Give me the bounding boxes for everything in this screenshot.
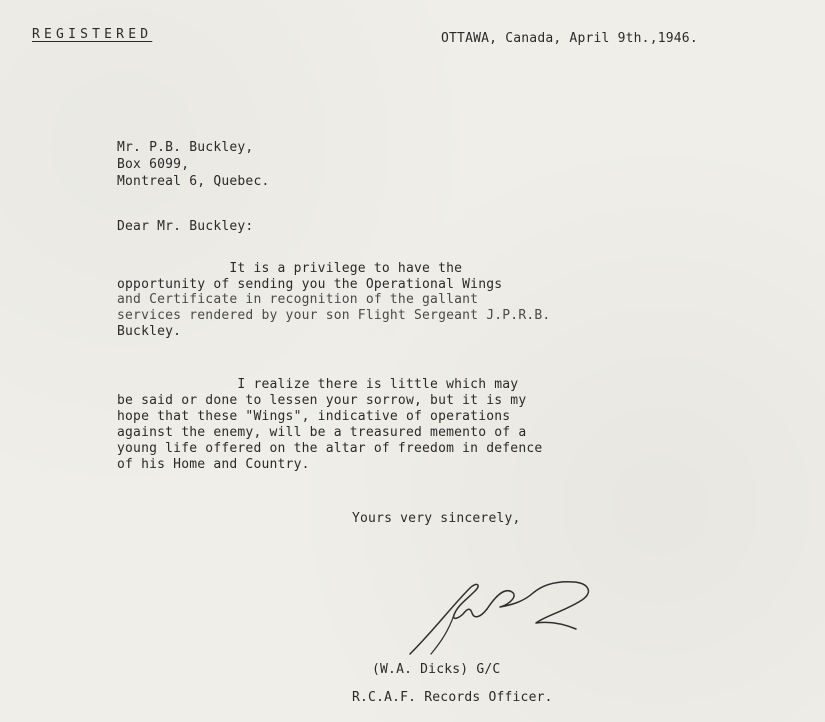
signer-title: R.C.A.F. Records Officer. <box>352 690 553 705</box>
address-line: Montreal 6, Quebec. <box>117 174 270 189</box>
address-line: Box 6099, <box>117 157 190 172</box>
paragraph-line: and Certificate in recognition of the gallant <box>117 292 479 307</box>
paragraph-line: I realize there is little which may <box>117 377 519 392</box>
paragraph-line: be said or done to lessen your sorrow, but it is my <box>117 393 527 408</box>
salutation: Dear Mr. Buckley: <box>117 219 254 234</box>
paragraph-line: of his Home and Country. <box>117 457 310 472</box>
address-line: Mr. P.B. Buckley, <box>117 140 254 155</box>
paragraph-line: young life offered on the altar of freedom in defence <box>117 441 543 456</box>
closing: Yours very sincerely, <box>352 511 521 526</box>
signer-name: (W.A. Dicks) G/C <box>372 662 501 677</box>
paragraph-line: It is a privilege to have the <box>117 261 463 276</box>
registered-heading: REGISTERED <box>32 27 153 42</box>
paragraph-line: hope that these "Wings", indicative of operations <box>117 409 511 424</box>
handwritten-signature <box>400 576 605 658</box>
paragraph-line: against the enemy, will be a treasured memento of a <box>117 425 527 440</box>
paragraph-line: services rendered by your son Flight Sergeant J.P.R.B. <box>117 308 551 323</box>
paragraph-line: Buckley. <box>117 324 182 339</box>
paragraph-line: opportunity of sending you the Operational Wings <box>117 277 503 292</box>
dateline: OTTAWA, Canada, April 9th.,1946. <box>441 31 698 46</box>
